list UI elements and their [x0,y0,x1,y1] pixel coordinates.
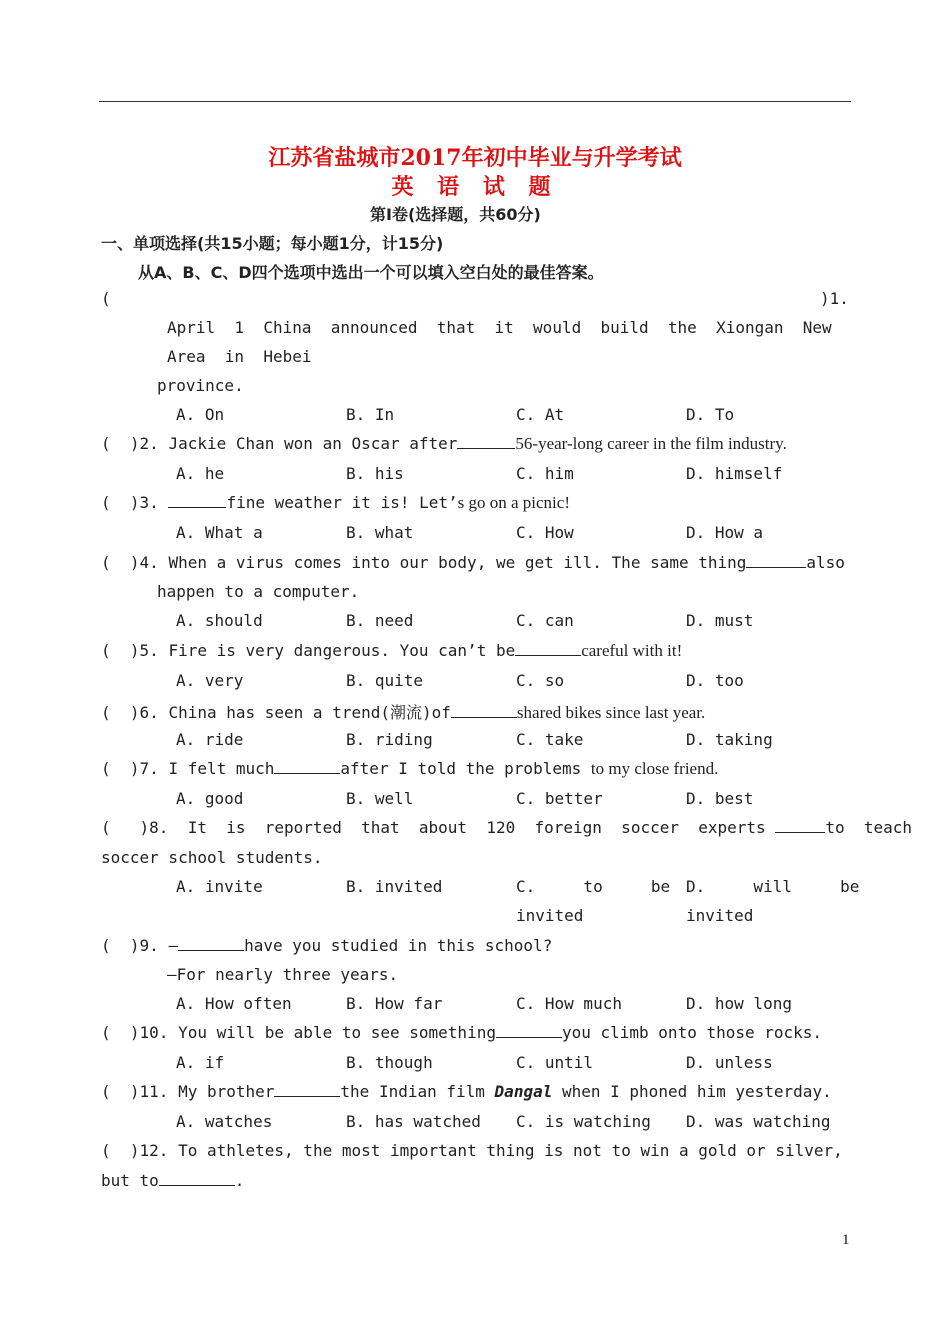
option-c: C. can [516,611,574,630]
question-stem: soccer school students. [101,848,323,867]
question-stem: . [234,1171,245,1190]
question-stem: shared bikes since last year. [516,703,706,722]
option-c: C. him [516,464,574,483]
question-row [101,434,787,454]
option-a: A. How often [176,994,292,1013]
option-d: D. how long [686,994,792,1013]
question-stem: you climb onto those rocks. [561,1023,823,1042]
option-b: B. need [346,611,414,630]
option-d: D. taking [686,730,773,749]
question-number: ( )11. [101,1082,169,1101]
option-a: A. invite [176,877,263,896]
question-stem: — [168,936,179,955]
question-row [101,936,552,955]
option-c: C. to be [516,877,671,896]
option-d: D. himself [686,464,783,483]
question-number: ( )9. [101,936,159,955]
question-stem: Area in Hebei [167,347,312,366]
question-row [101,553,845,572]
answer-blank [515,641,581,656]
question-row [101,1082,832,1101]
question-number: ( )2. [101,434,159,453]
question-number: )1. [820,289,849,308]
option-d: D. must [686,611,754,630]
page-number: 1 [842,1232,850,1248]
header-rule [99,101,851,102]
answer-blank [274,759,340,774]
answer-blank [451,703,517,718]
option-d: D. How a [686,523,764,542]
option-c: C. until [516,1053,594,1072]
question-stem: also [806,553,845,572]
question-number: ( )8. [101,818,169,837]
option-a: A. ride [176,730,244,749]
option-c: C. take [516,730,584,749]
option-c: C. How much [516,994,622,1013]
answer-blank [274,1082,340,1097]
film-title: Dangal [494,1082,553,1101]
question-number: ( )5. [101,641,159,660]
question-stem: but to [101,1171,159,1190]
option-b: B. In [346,405,395,424]
answer-blank [457,434,515,449]
option-a: A. What a [176,523,263,542]
question-row [101,818,912,837]
option-d: D. unless [686,1053,773,1072]
option-c: C. At [516,405,565,424]
option-c: C. How [516,523,574,542]
question-stem: To athletes, the most important thing is not to win a gold or silver, [178,1141,843,1160]
option-b: B. though [346,1053,433,1072]
option-b: B. his [346,464,404,483]
option-c: C. so [516,671,565,690]
answer-blank [496,1023,562,1038]
question-number: ( )7. [101,759,159,778]
question-number: ( )6. [101,703,159,722]
question-stem: to teach [825,818,913,837]
question-stem: 56-year-long career in the film industry. [515,434,787,453]
option-b: B. what [346,523,414,542]
question-stem: You will be able to see something [178,1023,496,1042]
option-a: A. On [176,405,225,424]
question-number: ( )3. [101,493,159,512]
option-d: D. was watching [686,1112,831,1131]
question-row [101,641,682,661]
question-number: ( )12. [101,1141,169,1160]
question-row [101,1171,244,1190]
answer-blank [178,936,244,951]
question-stem: China has seen a trend(潮流)of [168,703,451,722]
option-a: A. he [176,464,225,483]
question-stem: Fire is very dangerous. You can’t be [168,641,516,660]
question-row [101,700,705,723]
instruction-text: 从A、B、C、D四个选项中选出一个可以填入空白处的最佳答案。 [138,263,604,282]
option-d: D. To [686,405,735,424]
option-d-continued: invited [686,906,754,925]
option-c: C. better [516,789,603,808]
option-b: B. How far [346,994,443,1013]
answer-blank [746,553,806,568]
option-d: D. best [686,789,754,808]
question-stem: —For nearly three years. [167,965,399,984]
option-a: A. very [176,671,244,690]
option-b: B. has watched [346,1112,481,1131]
option-d: D. will be [686,877,860,896]
question-stem: My brother [178,1082,275,1101]
question-row [101,493,570,513]
section-heading: 一、单项选择(共15小题；每小题1分，计15分) [101,234,444,253]
question-stem: I felt much [168,759,275,778]
question-stem: Jackie Chan won an Oscar after [168,434,458,453]
exam-title: 江苏省盐城市2017年初中毕业与升学考试 [268,145,682,171]
subject-title: 英 语 试 题 [391,174,559,200]
option-b: B. well [346,789,414,808]
option-c: C. is watching [516,1112,651,1131]
question-stem: fine weather it is! Let’ [226,493,458,512]
question-number: ( )10. [101,1023,169,1042]
question-number: ( )4. [101,553,159,572]
option-a: A. watches [176,1112,273,1131]
option-a: A. should [176,611,263,630]
question-stem: after I told the problems [340,759,582,778]
question-stem: s go on a picnic! [457,493,570,512]
question-stem: have you studied in this school? [244,936,553,955]
option-d: D. too [686,671,744,690]
question-stem: when I phoned him yesterday. [561,1082,832,1101]
question-row [101,759,718,779]
question-stem: the Indian film [340,1082,485,1101]
option-a: A. good [176,789,244,808]
question-row [101,1023,822,1042]
question-stem: province. [157,376,244,395]
question-row [101,1141,843,1160]
question-stem: It is reported that about 120 foreign soccer experts [187,818,766,837]
answer-paren-open: ( [101,289,111,308]
answer-blank [159,1171,235,1186]
option-b: B. invited [346,877,443,896]
option-a: A. if [176,1053,225,1072]
answer-blank [168,493,226,508]
option-c-continued: invited [516,906,584,925]
option-b: B. riding [346,730,433,749]
question-stem: When a virus comes into our body, we get ill. The same thing [168,553,747,572]
question-stem: happen to a computer. [157,582,360,601]
question-stem: April 1 China announced that it would build the Xiongan New [167,318,832,337]
answer-blank [775,818,825,833]
question-stem: to my close friend. [590,759,719,778]
option-b: B. quite [346,671,424,690]
volume-heading: 第Ⅰ卷(选择题，共60分) [370,205,541,224]
question-stem: careful with it! [581,641,683,660]
